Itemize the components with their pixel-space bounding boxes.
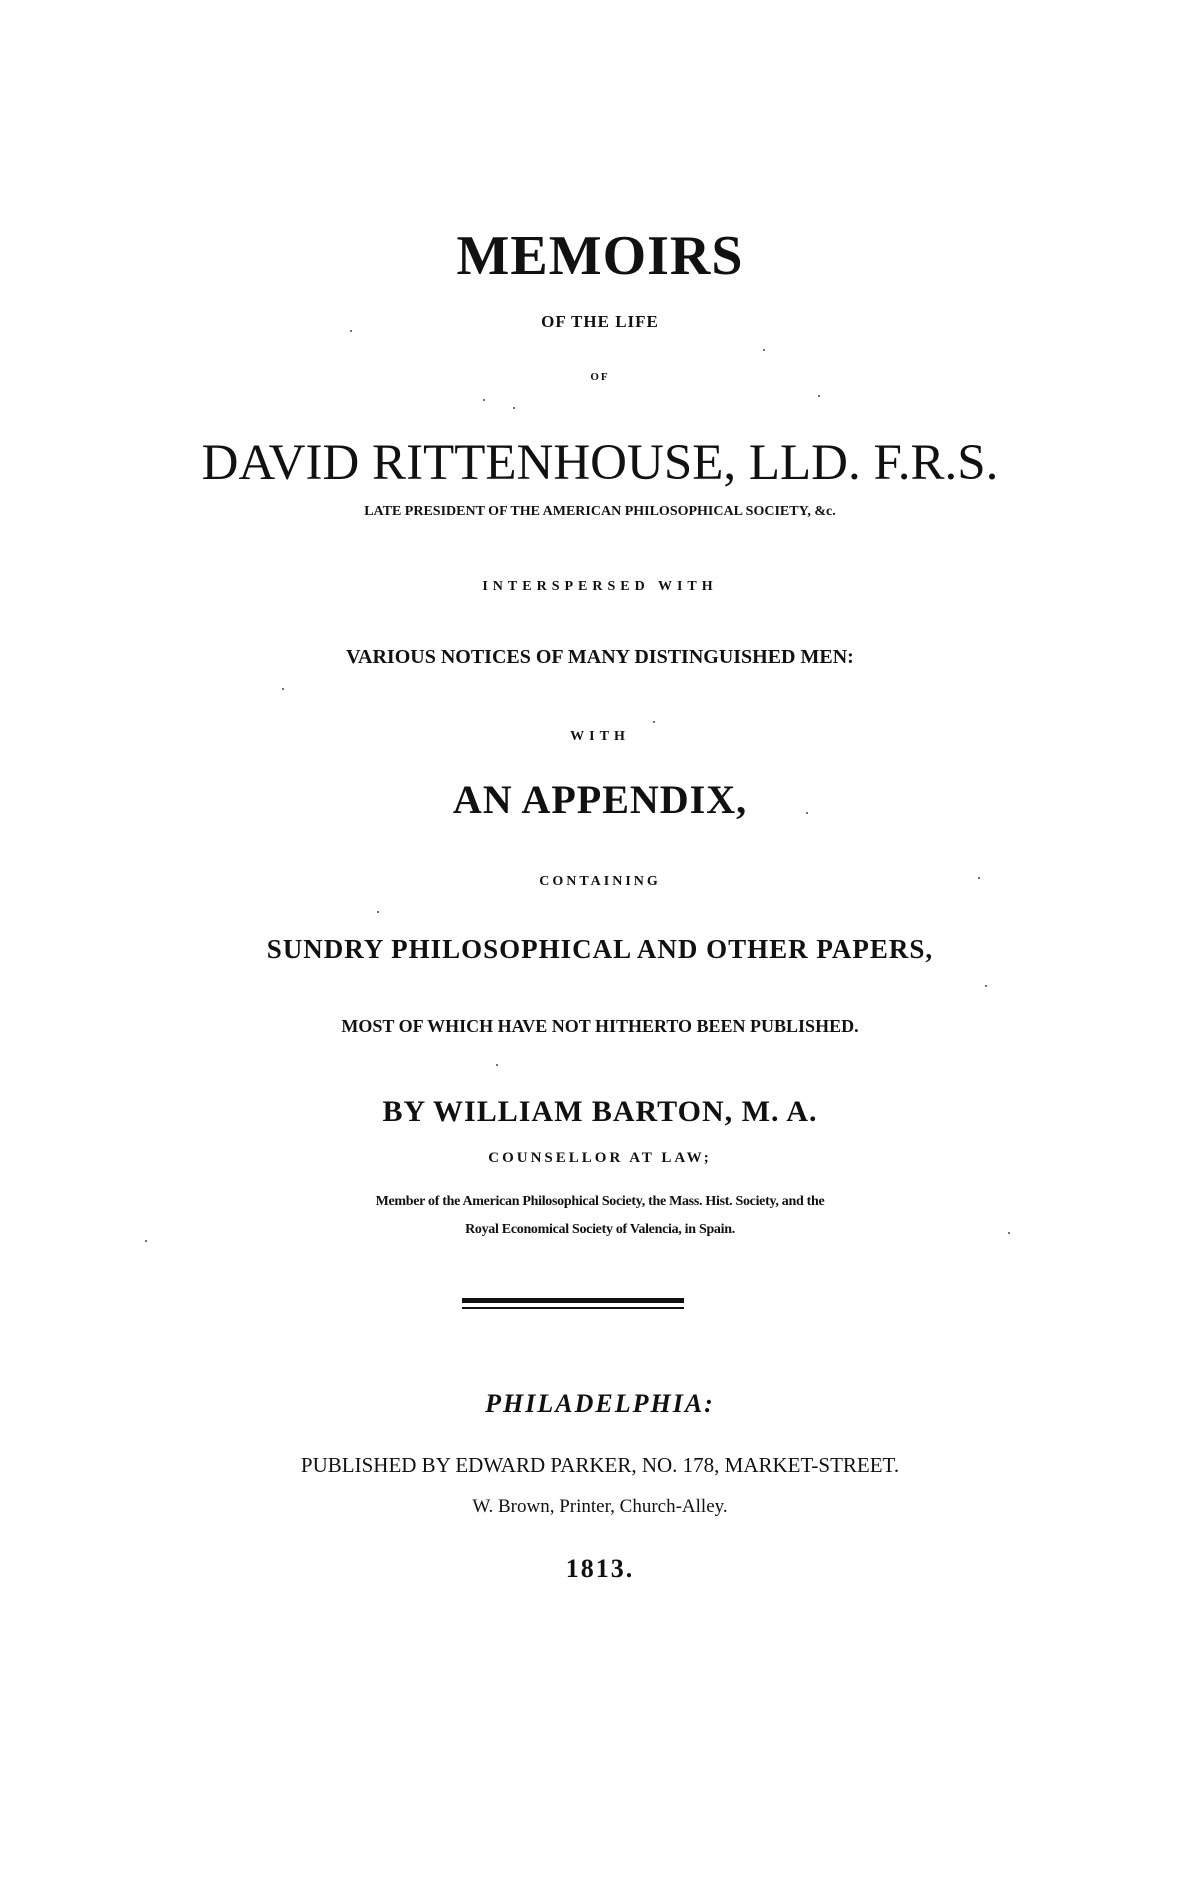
unpublished-line: MOST OF WHICH HAVE NOT HITHERTO BEEN PUBLISHED. xyxy=(341,1016,859,1036)
papers-line: SUNDRY PHILOSOPHICAL AND OTHER PAPERS, xyxy=(266,934,934,964)
print-speck xyxy=(985,985,987,987)
double-rule-divider xyxy=(462,1298,684,1310)
print-speck xyxy=(282,688,284,690)
print-speck xyxy=(653,721,655,723)
print-speck xyxy=(513,407,515,409)
notices-line: VARIOUS NOTICES OF MANY DISTINGUISHED MEN: xyxy=(346,646,854,668)
print-speck xyxy=(483,399,485,401)
subject-name: DAVID RITTENHOUSE, LLD. F.R.S. xyxy=(201,435,999,491)
print-speck xyxy=(350,330,352,332)
author-byline: BY WILLIAM BARTON, M. A. xyxy=(382,1095,818,1128)
divider-thin-line xyxy=(462,1307,684,1309)
membership-line-2: Royal Economical Society of Valencia, in Spain. xyxy=(465,1222,735,1237)
author-profession: COUNSELLOR AT LAW; xyxy=(488,1150,712,1166)
subject-office: LATE PRESIDENT OF THE AMERICAN PHILOSOPHICAL SOCIETY, &c. xyxy=(364,504,836,519)
containing-line: CONTAINING xyxy=(539,874,661,889)
print-speck xyxy=(763,349,765,351)
imprint-printer: W. Brown, Printer, Church-Alley. xyxy=(472,1496,728,1517)
imprint-year: 1813. xyxy=(565,1554,635,1583)
print-speck xyxy=(806,812,808,814)
interspersed-line: INTERSPERSED WITH xyxy=(482,579,718,594)
with-line: WITH xyxy=(570,729,630,744)
print-speck xyxy=(377,911,379,913)
print-speck xyxy=(818,395,820,397)
print-speck xyxy=(1008,1232,1010,1234)
print-speck xyxy=(496,1064,498,1066)
print-speck xyxy=(978,877,980,879)
of-the-life-line: OF THE LIFE xyxy=(541,312,659,331)
divider-thick-line xyxy=(462,1298,684,1303)
of-line: OF xyxy=(590,371,610,383)
membership-line-1: Member of the American Philosophical Society, the Mass. Hist. Society, and the xyxy=(375,1194,825,1209)
main-title: MEMOIRS xyxy=(456,225,744,287)
imprint-city: PHILADELPHIA: xyxy=(485,1389,715,1418)
imprint-publisher: PUBLISHED BY EDWARD PARKER, NO. 178, MARKET-STREET. xyxy=(300,1453,900,1477)
appendix-heading: AN APPENDIX, xyxy=(452,777,748,822)
print-speck xyxy=(145,1240,147,1242)
